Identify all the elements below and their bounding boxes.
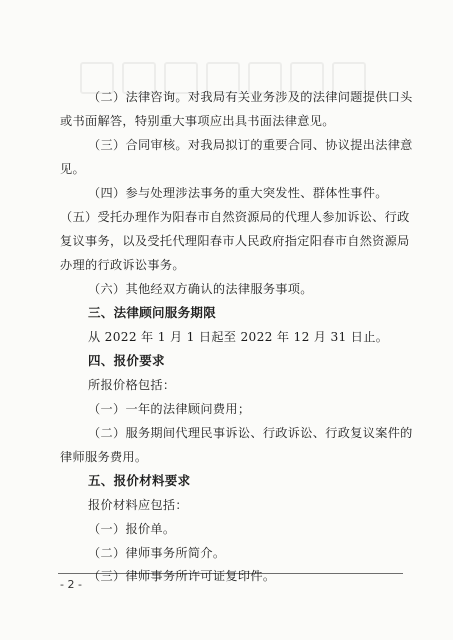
- heading-service-period: 三、法律顾问服务期限: [88, 305, 217, 320]
- paragraph-license-copy: （三）律师事务所许可证复印件。: [88, 569, 276, 583]
- paragraph-case-fee-cont: 律师服务费用。: [60, 450, 148, 464]
- page-number: - 2 -: [60, 578, 82, 591]
- paragraph-case-fee: （二）服务期间代理民事诉讼、行政诉讼、行政复议案件的: [88, 426, 413, 440]
- paragraph-materials-include: 报价材料应包括：: [88, 498, 188, 512]
- paragraph-legal-consultation: （二）法律咨询。对我局有关业务涉及的法律问题提供口头: [88, 90, 413, 104]
- paragraph-legal-consultation-cont: 或书面解答，特别重大事项应出具书面法律意见。: [60, 114, 335, 128]
- paragraph-quote-includes: 所报价格包括：: [88, 378, 176, 392]
- paragraph-emergency-events: （四）参与处理涉法事务的重大突发性、群体性事件。: [88, 186, 388, 200]
- paragraph-firm-intro: （二）律师事务所简介。: [88, 546, 226, 560]
- paragraph-service-period: 从 2022 年 1 月 1 日起至 2022 年 12 月 31 日止。: [88, 330, 389, 344]
- paragraph-annual-fee: （一）一年的法律顾问费用；: [88, 402, 251, 416]
- paragraph-quote-sheet: （一）报价单。: [88, 522, 176, 536]
- heading-quote-requirements: 四、报价要求: [88, 353, 165, 368]
- paragraph-other-services: （六）其他经双方确认的法律服务事项。: [88, 282, 313, 296]
- paragraph-contract-review-cont: 见。: [60, 162, 85, 176]
- paragraph-contract-review: （三）合同审核。对我局拟订的重要合同、协议提出法律意: [88, 138, 413, 152]
- heading-quote-materials: 五、报价材料要求: [88, 473, 191, 488]
- paragraph-litigation-agent: （五）受托办理作为阳春市自然资源局的代理人参加诉讼、行政: [60, 210, 410, 224]
- paragraph-litigation-agent-cont2: 办理的行政诉讼事务。: [60, 258, 185, 272]
- paragraph-litigation-agent-cont: 复议事务，以及受托代理阳春市人民政府指定阳春市自然资源局: [60, 234, 410, 248]
